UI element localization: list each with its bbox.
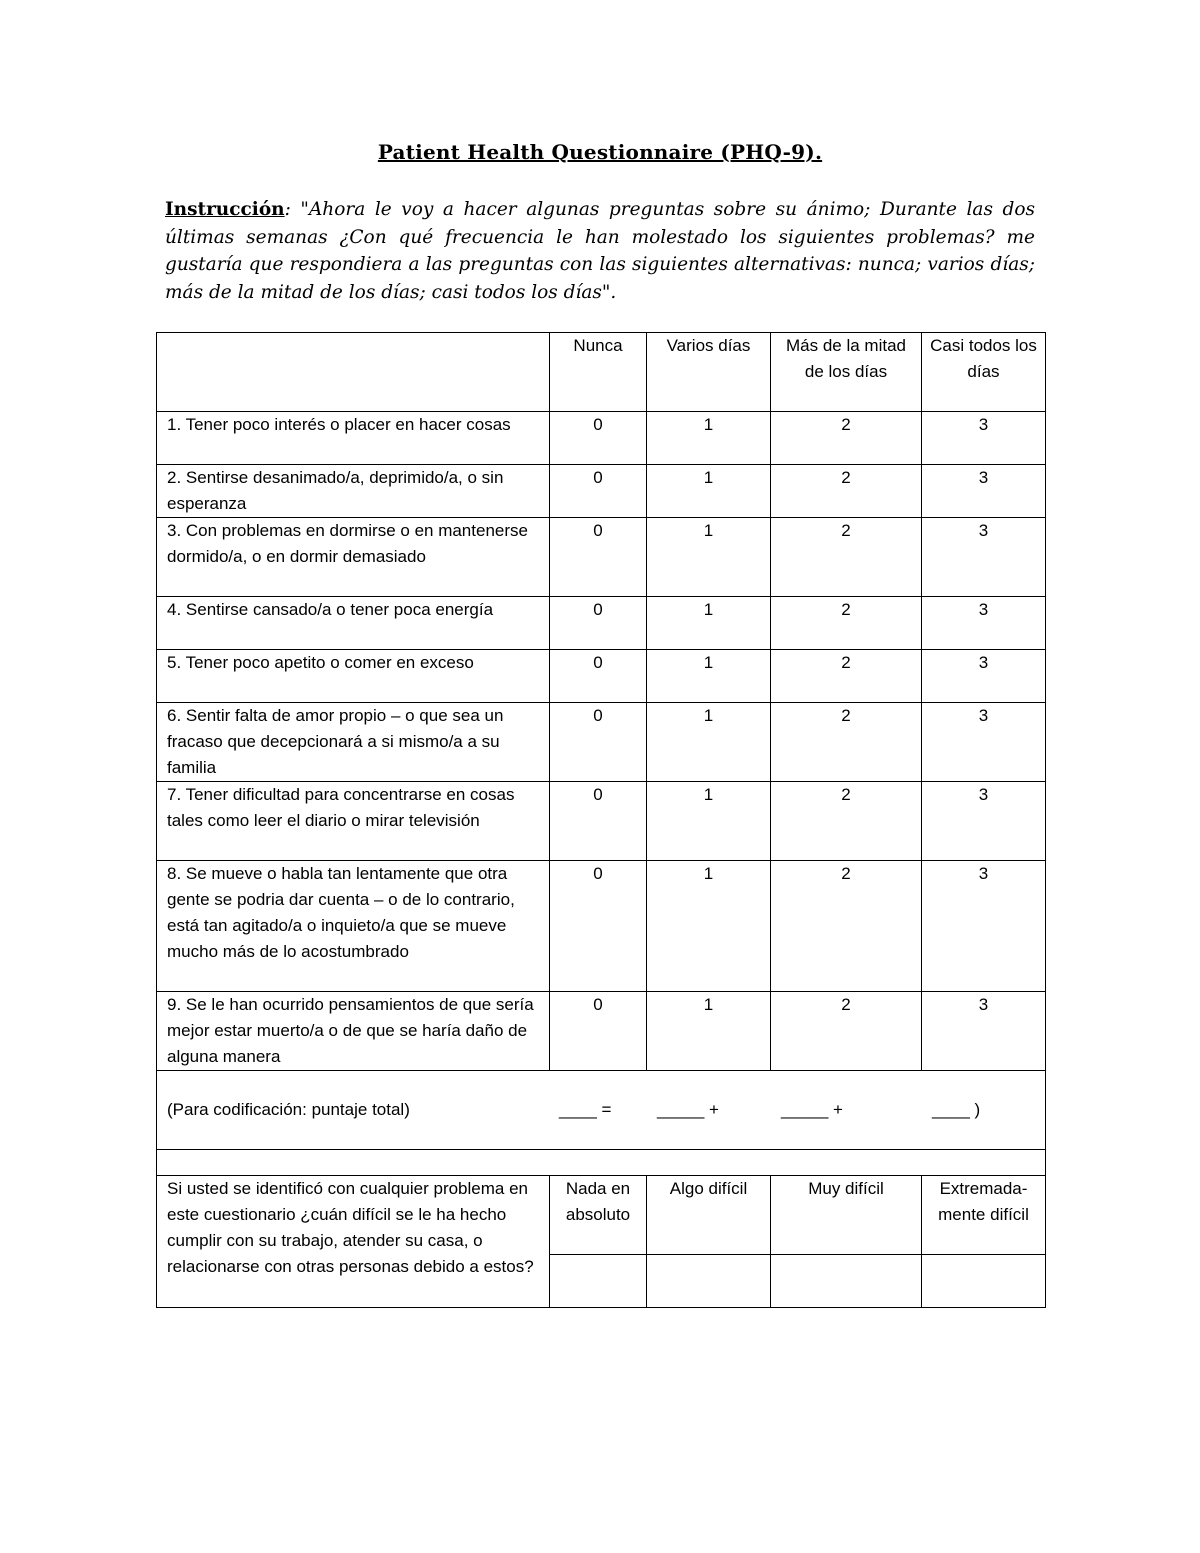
score-cell[interactable]: 2 (771, 703, 922, 782)
score-cell[interactable]: 3 (922, 782, 1046, 861)
difficulty-question: Si usted se identificó con cualquier problema en este cuestionario ¿cuán difícil se le ha hecho cumplir con su trabajo, atender su casa, o relacionarse con otras personas debido a estos? (157, 1176, 550, 1308)
score-cell[interactable]: 2 (771, 597, 922, 650)
score-cell[interactable]: 0 (550, 412, 647, 465)
score-cell[interactable]: 3 (922, 597, 1046, 650)
total-blank-mitad[interactable]: _____ + (781, 1100, 843, 1119)
instruction-paragraph (165, 196, 1035, 306)
table-row (157, 465, 1046, 518)
instruction-label: Instrucción (165, 199, 285, 220)
score-cell[interactable]: 3 (922, 650, 1046, 703)
option-extremadamente-dificil: Extremada-mente difícil (922, 1176, 1046, 1255)
score-cell[interactable]: 0 (550, 650, 647, 703)
score-cell[interactable]: 1 (647, 703, 771, 782)
score-cell[interactable]: 0 (550, 703, 647, 782)
score-cell[interactable]: 0 (550, 465, 647, 518)
score-cell[interactable]: 0 (550, 518, 647, 597)
table-row (157, 597, 1046, 650)
total-blank-varios[interactable]: _____ + (657, 1100, 719, 1119)
score-cell[interactable]: 1 (647, 992, 771, 1071)
spacer-cell (157, 1150, 1046, 1176)
answer-cell-extremadamente[interactable] (922, 1255, 1046, 1308)
option-nada-en-absoluto: Nada en absoluto (550, 1176, 647, 1255)
header-empty-cell (157, 333, 550, 412)
score-cell[interactable]: 2 (771, 412, 922, 465)
table-row (157, 650, 1046, 703)
table-row (157, 782, 1046, 861)
table-row (157, 992, 1046, 1071)
question-5: 5. Tener poco apetito o comer en exceso (157, 650, 550, 703)
score-cell[interactable]: 0 (550, 992, 647, 1071)
phq9-table (156, 332, 1046, 1308)
total-row (157, 1071, 1046, 1150)
table-row (157, 518, 1046, 597)
score-cell[interactable]: 0 (550, 861, 647, 992)
total-blank-sum[interactable]: ____ = (559, 1100, 612, 1119)
header-row (157, 333, 1046, 412)
instruction-text: "Ahora le voy a hacer algunas preguntas sobre su ánimo; Durante las dos últimas semanas ¿Con qué frecuencia le han molestado los siguientes problemas? me gustaría que respondiera a las preguntas con las siguientes alternativas: nunca; varios días; más de la mitad de los días; casi todos los días". (165, 199, 1035, 303)
total-line (167, 1071, 1035, 1149)
score-cell[interactable]: 2 (771, 465, 922, 518)
score-cell[interactable]: 2 (771, 782, 922, 861)
difficulty-options-row (157, 1176, 1046, 1255)
table-row (157, 412, 1046, 465)
score-cell[interactable]: 2 (771, 518, 922, 597)
option-algo-dificil: Algo difícil (647, 1176, 771, 1255)
score-cell[interactable]: 1 (647, 782, 771, 861)
score-cell[interactable]: 1 (647, 518, 771, 597)
question-2: 2. Sentirse desanimado/a, deprimido/a, o sin esperanza (157, 465, 550, 518)
question-8: 8. Se mueve o habla tan lentamente que otra gente se podria dar cuenta – o de lo contrario, está tan agitado/a o inquieto/a que se mueve mucho más de lo acostumbrado (157, 861, 550, 992)
header-nunca: Nunca (550, 333, 647, 412)
header-varios-dias: Varios días (647, 333, 771, 412)
score-cell[interactable]: 1 (647, 465, 771, 518)
score-cell[interactable]: 3 (922, 992, 1046, 1071)
score-cell[interactable]: 2 (771, 650, 922, 703)
table-row (157, 703, 1046, 782)
score-cell[interactable]: 3 (922, 703, 1046, 782)
question-1: 1. Tener poco interés o placer en hacer cosas (157, 412, 550, 465)
answer-cell-nada[interactable] (550, 1255, 647, 1308)
score-cell[interactable]: 0 (550, 782, 647, 861)
header-mas-de-la-mitad: Más de la mitad de los días (771, 333, 922, 412)
score-cell[interactable]: 3 (922, 861, 1046, 992)
score-cell[interactable]: 1 (647, 861, 771, 992)
score-cell[interactable]: 2 (771, 861, 922, 992)
total-label: (Para codificación: puntaje total) (167, 1100, 410, 1119)
score-cell[interactable]: 3 (922, 518, 1046, 597)
table-row (157, 861, 1046, 992)
option-muy-dificil: Muy difícil (771, 1176, 922, 1255)
question-6: 6. Sentir falta de amor propio – o que sea un fracaso que decepcionará a si mismo/a a su familia (157, 703, 550, 782)
question-9: 9. Se le han ocurrido pensamientos de que sería mejor estar muerto/a o de que se haría daño de alguna manera (157, 992, 550, 1071)
header-casi-todos: Casi todos los días (922, 333, 1046, 412)
score-cell[interactable]: 1 (647, 412, 771, 465)
instruction-colon: : (284, 199, 291, 220)
score-cell[interactable]: 1 (647, 650, 771, 703)
score-cell[interactable]: 1 (647, 597, 771, 650)
question-3: 3. Con problemas en dormirse o en mantenerse dormido/a, o en dormir demasiado (157, 518, 550, 597)
answer-cell-muy[interactable] (771, 1255, 922, 1308)
score-cell[interactable]: 3 (922, 465, 1046, 518)
total-cell (157, 1071, 1046, 1150)
answer-cell-algo[interactable] (647, 1255, 771, 1308)
score-cell[interactable]: 3 (922, 412, 1046, 465)
spacer-row (157, 1150, 1046, 1176)
document-title: Patient Health Questionnaire (PHQ-9). (377, 140, 823, 164)
question-4: 4. Sentirse cansado/a o tener poca energía (157, 597, 550, 650)
score-cell[interactable]: 0 (550, 597, 647, 650)
question-7: 7. Tener dificultad para concentrarse en cosas tales como leer el diario o mirar televisión (157, 782, 550, 861)
score-cell[interactable]: 2 (771, 992, 922, 1071)
total-blank-casi[interactable]: ____ ) (932, 1100, 981, 1119)
